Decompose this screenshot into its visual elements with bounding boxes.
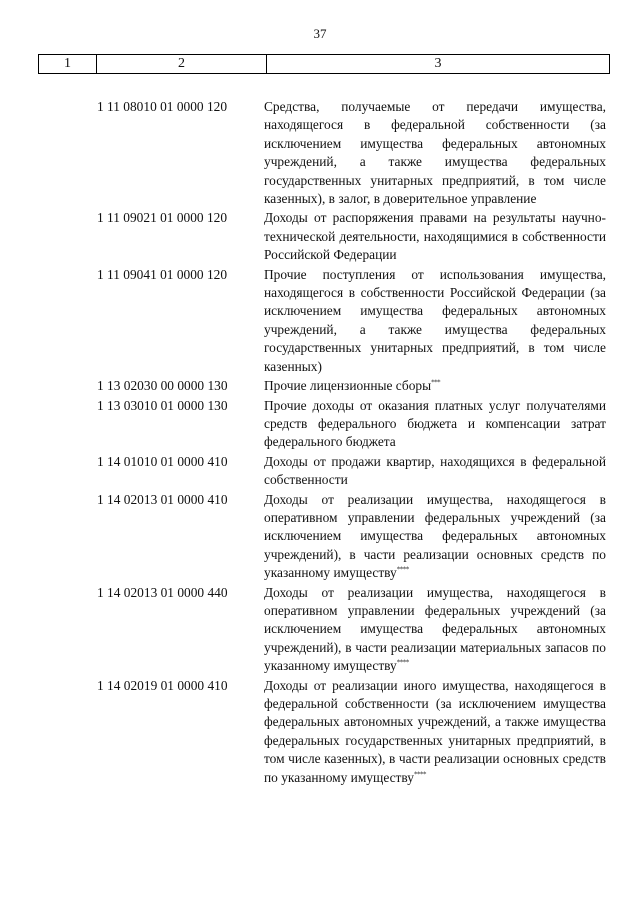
- income-codes-list: [0, 98, 640, 788]
- description-text: Средства, получаемые от передачи имущества, находящегося в федеральной собственности (за исключением имущества федеральных автономных учреждений, а также имущества федеральных государственных унитарных предприятий, в том числе казенных), в залог, в доверительное управление: [264, 99, 606, 207]
- header-col-2: 2: [97, 55, 267, 73]
- table-row: [0, 677, 640, 787]
- table-row: [0, 453, 640, 490]
- table-row: [0, 397, 640, 452]
- revenue-code: 1 11 08010 01 0000 120: [97, 99, 228, 114]
- header-col-1: 1: [39, 55, 97, 73]
- table-row: [0, 209, 640, 264]
- description-text: Доходы от продажи квартир, находящихся в федеральной собственности: [264, 453, 606, 488]
- revenue-code: 1 13 03010 01 0000 130: [97, 397, 228, 413]
- description-text: Доходы от распоряжения правами на результаты научно-технической деятельности, находящимися в собственности Российской Федерации: [264, 210, 606, 263]
- table-row: [0, 266, 640, 376]
- description-text: Прочие лицензионные сборы: [264, 378, 432, 394]
- table-row: [0, 584, 640, 676]
- page-number: 37: [313, 26, 327, 41]
- table-header: [38, 54, 610, 74]
- revenue-description: [264, 397, 606, 452]
- footnote-mark: ****: [396, 565, 409, 574]
- revenue-description: [264, 266, 606, 376]
- description-text: Доходы от реализации имущества, находящегося в оперативном управлении федеральных учреждений (за исключением имущества федеральных автономных учреждений), в части реализации материальных запасов по указанному имуществу: [264, 584, 606, 674]
- revenue-code: 1 11 09021 01 0000 120: [97, 210, 228, 226]
- revenue-code: 1 14 02013 01 0000 410: [97, 491, 228, 507]
- description-text: Доходы от реализации иного имущества, находящегося в федеральной собственности (за исключением имущества федеральных автономных учреждений, а также имущества федеральных государственных унитарных предприятий, в том числе казенных), в части реализации основных средств по указанному имуществу: [264, 677, 606, 785]
- revenue-description: [264, 98, 606, 208]
- revenue-description: [264, 584, 606, 676]
- footnote-mark: ****: [396, 658, 409, 667]
- header-col-3: 3: [434, 56, 442, 71]
- revenue-description: [264, 377, 606, 395]
- revenue-description: [264, 453, 606, 490]
- revenue-description: [264, 491, 606, 583]
- description-text: Прочие поступления от использования имущества, находящегося в собственности Российской Федерации (за исключением имущества федеральных автономных учреждений, а также имущества федеральных государственных унитарных предприятий, в том числе казенных): [264, 266, 606, 374]
- revenue-description: [264, 209, 606, 264]
- table-row: [0, 377, 640, 395]
- footnote-mark: ****: [413, 770, 426, 779]
- revenue-code: 1 11 09041 01 0000 120: [97, 266, 228, 282]
- revenue-description: [264, 677, 606, 787]
- description-text: Доходы от реализации имущества, находящегося в оперативном управлении федеральных учреждений (за исключением имущества федеральных автономных учреждений), в части реализации основных средств по указанному имуществу: [264, 491, 606, 581]
- revenue-code: 1 14 01010 01 0000 410: [97, 453, 228, 469]
- footnote-mark: ***: [431, 378, 441, 387]
- table-row: [0, 98, 640, 208]
- revenue-code: 1 13 02030 00 0000 130: [97, 378, 228, 394]
- table-row: [0, 491, 640, 583]
- description-text: Прочие доходы от оказания платных услуг получателями средств федерального бюджета и компенсации затрат федерального бюджета: [264, 397, 606, 450]
- revenue-code: 1 14 02013 01 0000 440: [97, 584, 228, 600]
- revenue-code: 1 14 02019 01 0000 410: [97, 677, 228, 693]
